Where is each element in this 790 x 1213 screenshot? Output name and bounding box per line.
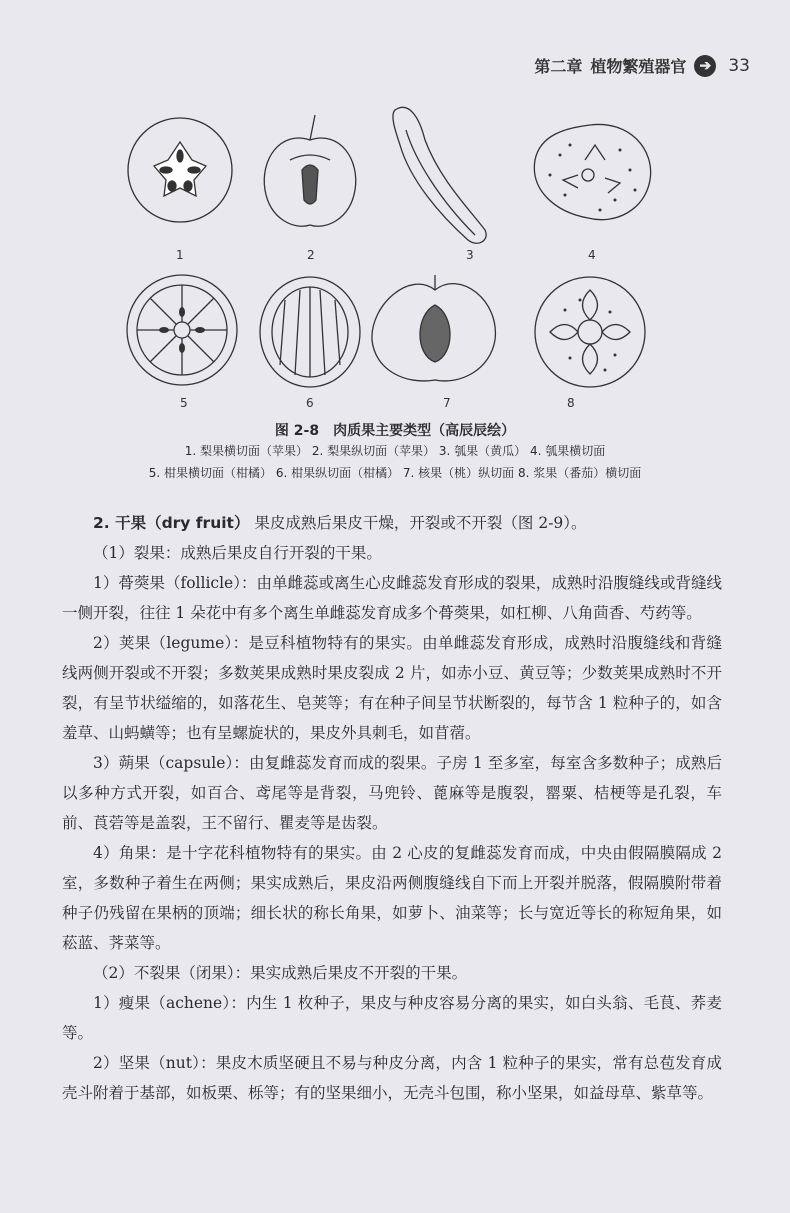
paragraph-dehiscent: （1）裂果：成熟后果皮自行开裂的干果。	[93, 544, 382, 562]
figure-legend-line-2: 5. 柑果横切面（柑橘） 6. 柑果纵切面（柑橘） 7. 核果（桃）纵切面 8. 浆果（番茄）横切面	[148, 466, 642, 480]
paragraph-indehiscent: （2）不裂果（闭果）：果实成熟后果皮不开裂的干果。	[93, 964, 468, 982]
figure-label-8: 8	[567, 396, 575, 410]
figure-label-7: 7	[443, 396, 451, 410]
paragraph-achene: 1）瘦果（achene）：内生 1 枚种子，果皮与种皮容易分离的果实，如白头翁、毛茛、荞麦等。	[62, 994, 722, 1042]
fruit-illustration	[110, 100, 680, 420]
figure-label-5: 5	[180, 396, 188, 410]
figure-label-2: 2	[307, 248, 315, 262]
apple-longitudinal-drawing	[264, 115, 356, 226]
figure-label-3: 3	[466, 248, 474, 262]
running-header	[534, 54, 750, 77]
apple-cross-section-drawing	[128, 118, 232, 222]
peach-drawing	[372, 275, 495, 381]
paragraph-legume: 2）荚果（legume）：是豆科植物特有的果实。由单雌蕊发育形成，成熟时沿腹缝线和背缝线两侧开裂或不开裂；多数荚果成熟时果皮裂成 2 片，如赤小豆、黄豆等；少数荚果成熟时不开裂，有呈节状缢缩的，如落花生、皂荚等；有在种子间呈节状断裂的，每节含 1 粒种子的，如含羞草、山蚂蟥等；也有呈螺旋状的，果皮外具刺毛，如苜蓿。	[62, 634, 722, 742]
section-description: 果皮成熟后果皮干燥，开裂或不开裂（图 2-9）。	[254, 514, 587, 532]
figure-label-6: 6	[306, 396, 314, 410]
chapter-label: 第二章	[534, 57, 583, 76]
paragraph-silique: 4）角果：是十字花科植物特有的果实。由 2 心皮的复雌蕊发育而成，中央由假隔膜隔成 2 室，多数种子着生在两侧；果实成熟后，果皮沿两侧腹缝线自下而上开裂并脱落，假隔膜附带着种子仍残留在果柄的顶端；细长状的称长角果，如萝卜、油菜等；长与宽近等长的称短角果，如菘蓝、荠菜等。	[62, 844, 722, 952]
figure-label-4: 4	[588, 248, 596, 262]
section-heading-paragraph	[62, 508, 722, 538]
arrow-right-icon: ➔	[694, 55, 716, 77]
figure-caption-title: 图 2-8 肉质果主要类型（高辰辰绘）	[274, 423, 516, 439]
body-text	[62, 508, 722, 1108]
chapter-title: 植物繁殖器官	[590, 57, 687, 76]
paragraph-capsule: 3）蒴果（capsule）：由复雌蕊发育而成的裂果。子房 1 至多室，每室含多数种子；成熟后以多种方式开裂，如百合、鸢尾等是背裂，马兜铃、蓖麻等是腹裂，罂粟、桔梗等是孔裂，车前、莨菪等是盖裂，王不留行、瞿麦等是齿裂。	[62, 754, 722, 832]
section-title: 2. 干果（dry fruit）	[93, 514, 250, 532]
page-number: 33	[728, 55, 750, 76]
figure-legend-line-1: 1. 梨果横切面（苹果） 2. 梨果纵切面（苹果） 3. 瓠果（黄瓜） 4. 瓠果横切面	[184, 444, 606, 458]
figure-label-1: 1	[176, 248, 184, 262]
paragraph-nut: 2）坚果（nut）：果皮木质坚硬且不易与种皮分离，内含 1 粒种子的果实，常有总苞发育成壳斗附着于基部，如板栗、栎等；有的坚果细小，无壳斗包围，称小坚果，如益母草、紫草等。	[62, 1054, 722, 1102]
gourd-cross-section-drawing	[534, 124, 650, 219]
cucumber-drawing	[393, 107, 486, 243]
citrus-cross-section-drawing	[127, 275, 237, 385]
citrus-longitudinal-drawing	[260, 277, 360, 387]
paragraph-follicle: 1）蓇葖果（follicle）：由单雌蕊或离生心皮雌蕊发育形成的裂果，成熟时沿腹缝线或背缝线一侧开裂，往往 1 朵花中有多个离生单雌蕊发育成多个蓇葖果，如杠柳、八角茴香、芍药等。	[62, 574, 722, 622]
tomato-cross-section-drawing	[535, 277, 645, 387]
